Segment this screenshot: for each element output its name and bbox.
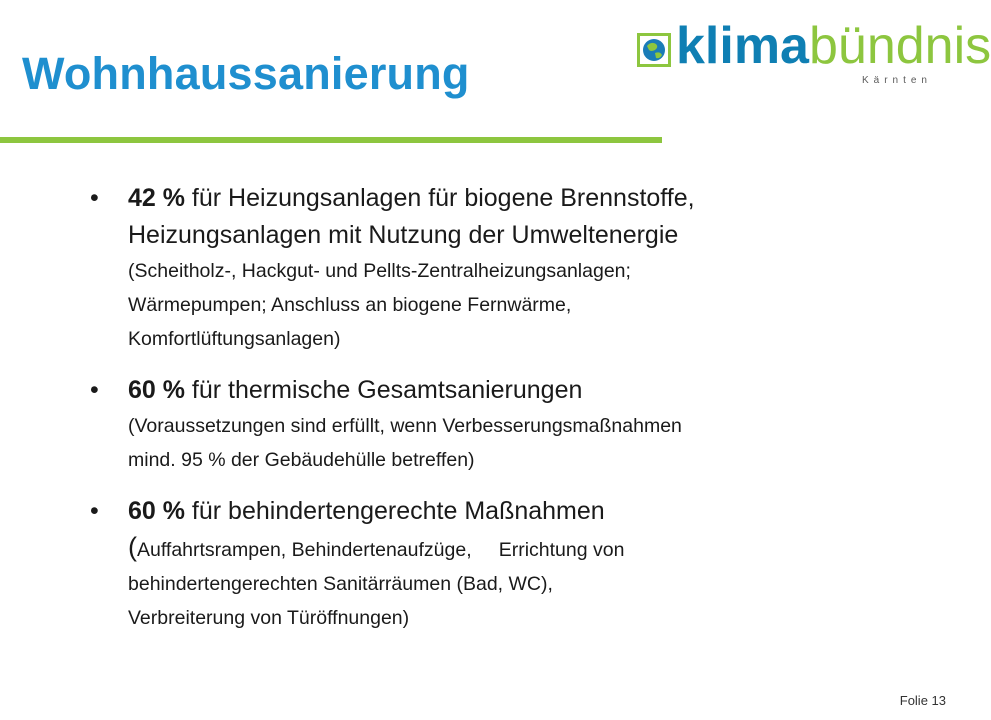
bullet-detail-line: (Voraussetzungen sind erfüllt, wenn Verbesserungsmaßnahmen <box>128 415 682 437</box>
bullet-list <box>90 180 910 651</box>
bullet-main-line: Heizungsanlagen mit Nutzung der Umweltenergie <box>128 221 679 249</box>
title-underline <box>0 137 662 143</box>
bullet-detail-line: (Scheitholz-, Hackgut- und Pellts-Zentralheizungsanlagen; <box>128 260 631 282</box>
bullet-item <box>90 372 910 477</box>
globe-logo-icon <box>636 32 672 68</box>
bullet-detail-line: Wärmepumpen; Anschluss an biogene Fernwärme, <box>128 294 572 316</box>
bullet-percentage: 42 % <box>128 184 185 212</box>
bullet-heading-text: für thermische Gesamtsanierungen <box>184 376 583 404</box>
bullet-dot: • <box>90 376 99 404</box>
bullet-detail-line: mind. 95 % der Gebäudehülle betreffen) <box>128 449 475 471</box>
bullet-main-line <box>128 372 910 409</box>
logo-subtitle: Kärnten <box>861 75 932 86</box>
logo-word-buendnis: bündnis <box>808 17 991 75</box>
bullet-percentage: 60 % <box>128 497 185 525</box>
klimabuendnis-logo <box>636 17 991 100</box>
opening-paren: ( <box>128 532 137 562</box>
bullet-main-line <box>128 180 910 217</box>
bullet-detail-line: Komfortlüftungsanlagen) <box>128 328 341 350</box>
bullet-heading-text: für Heizungsanlagen für biogene Brennstoffe, <box>184 184 695 212</box>
bullet-item <box>90 180 910 356</box>
slide-number: Folie 13 <box>899 693 946 708</box>
logo-wordmark <box>676 17 991 75</box>
bullet-item <box>90 493 910 635</box>
bullet-detail-line <box>128 530 910 567</box>
logo-word-klima: klima <box>676 17 809 75</box>
bullet-percentage: 60 % <box>128 376 185 404</box>
bullet-detail-text: Auffahrtsrampen, Behindertenaufzüge, Errichtung von <box>137 539 625 561</box>
bullet-detail-line: behindertengerechten Sanitärräumen (Bad, WC), <box>128 573 553 595</box>
bullet-heading-text: für behindertengerechte Maßnahmen <box>184 497 605 525</box>
page-title: Wohnhaussanierung <box>22 48 470 99</box>
bullet-dot: • <box>90 184 99 212</box>
bullet-dot: • <box>90 497 99 525</box>
bullet-main-line <box>128 493 910 530</box>
bullet-detail-line: Verbreiterung von Türöffnungen) <box>128 607 410 629</box>
